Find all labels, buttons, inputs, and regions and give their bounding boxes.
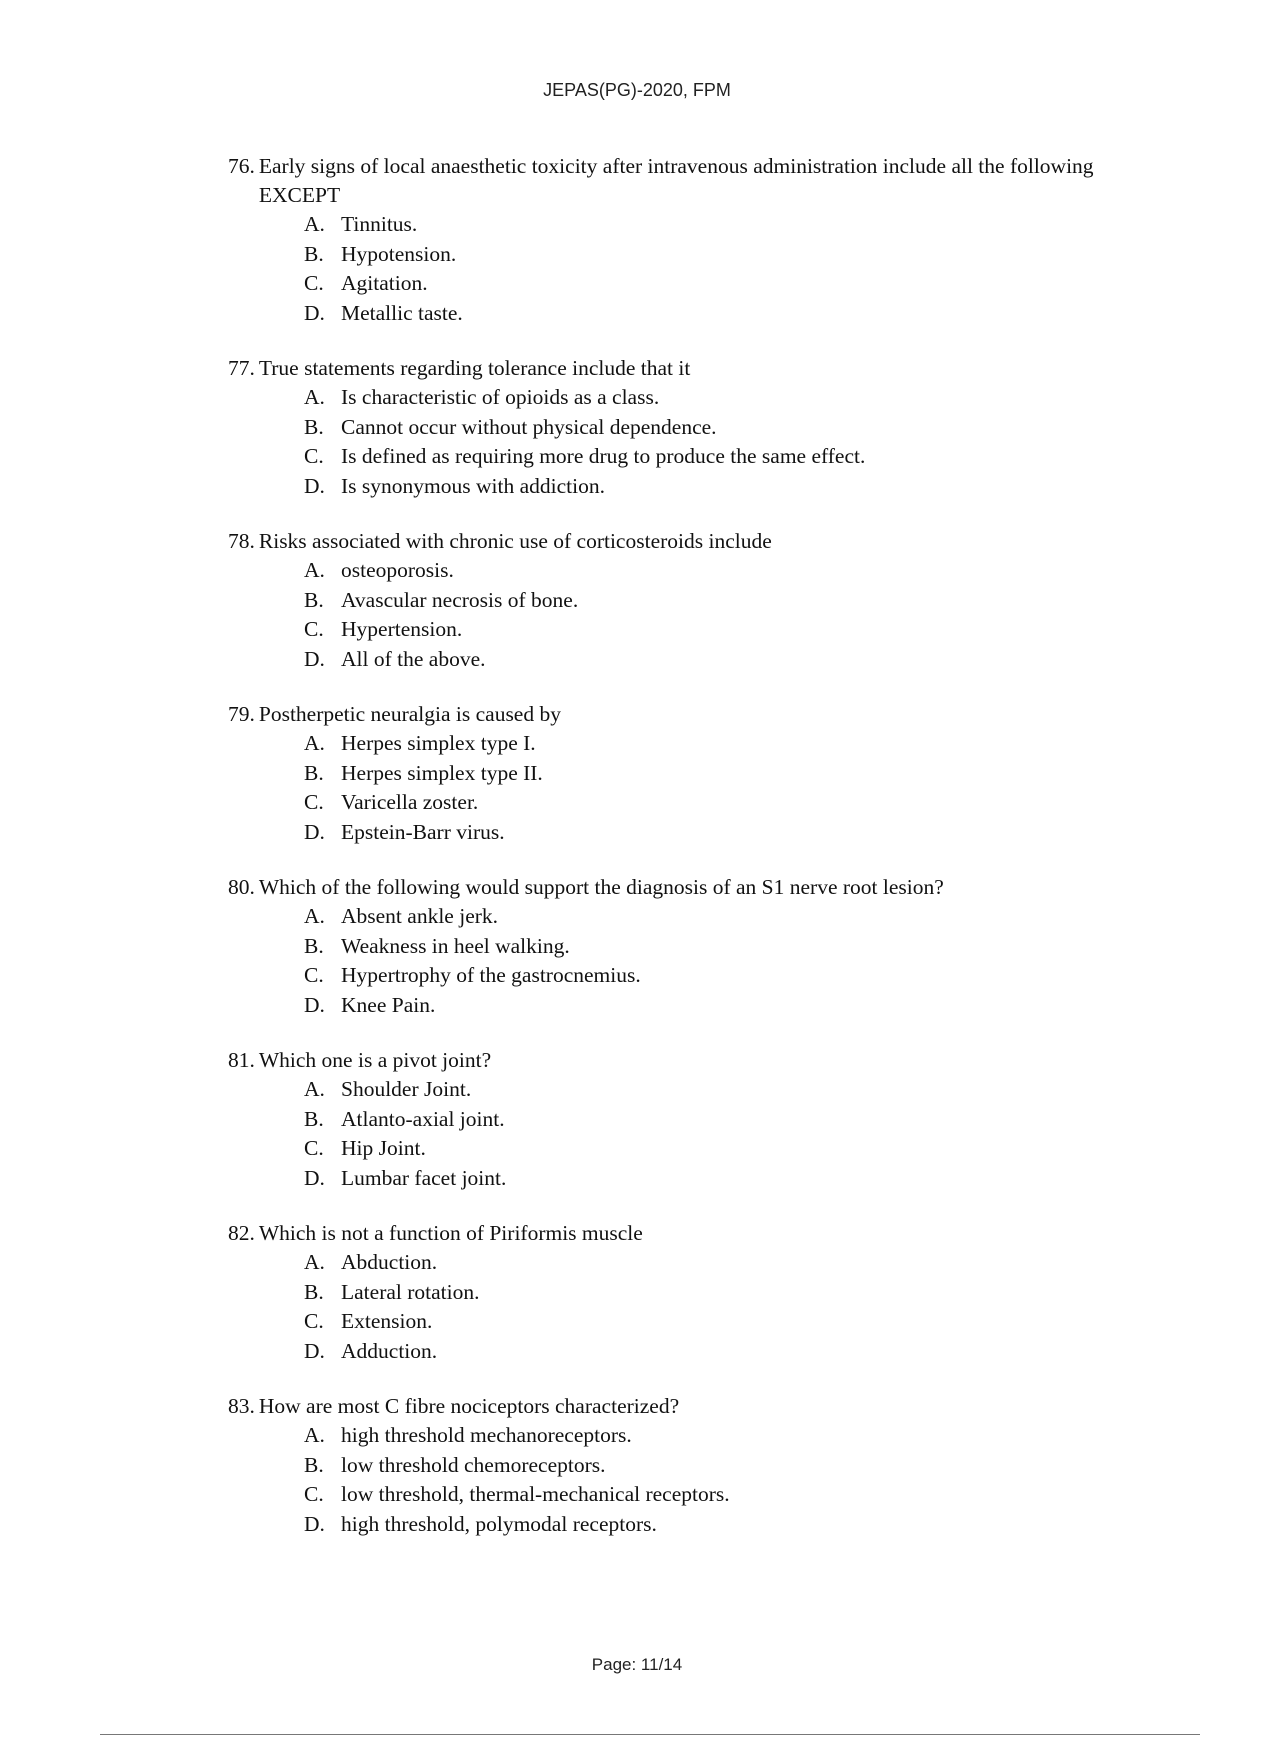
option-text: Herpes simplex type II. (341, 760, 543, 785)
page-header: JEPAS(PG)-2020, FPM (543, 80, 731, 100)
option-letter: A. (304, 212, 325, 236)
option-text: low threshold chemoreceptors. (341, 1452, 606, 1477)
option-d (228, 1164, 1128, 1194)
option-text: Absent ankle jerk. (341, 904, 499, 928)
option-text: Cannot occur without physical dependence. (341, 414, 717, 439)
option-list (228, 383, 1128, 501)
question-text: Risks associated with chronic use of corticosteroids include (258, 529, 772, 553)
option-letter: D. (304, 819, 325, 844)
option-letter: B. (304, 1106, 324, 1131)
question-76 (228, 152, 1128, 328)
option-d (228, 1510, 1128, 1540)
option-letter: B. (304, 241, 324, 266)
question-text: Early signs of local anaesthetic toxicity after intravenous administration include all the following EXCEPT (258, 154, 1094, 207)
option-b (228, 932, 1128, 962)
question-77 (228, 354, 1128, 501)
option-b (228, 586, 1128, 616)
option-a (228, 556, 1128, 586)
question-text: True statements regarding tolerance include that it (258, 356, 691, 380)
footer-divider (100, 1734, 1200, 1735)
option-a (228, 383, 1128, 413)
page-number: Page: 11/14 (591, 1655, 683, 1674)
option-text: high threshold, polymodal receptors. (341, 1511, 657, 1536)
option-a (228, 1248, 1128, 1278)
option-d (228, 1337, 1128, 1367)
option-c (228, 1134, 1128, 1164)
option-letter: C. (304, 790, 324, 814)
option-text: All of the above. (341, 646, 486, 671)
option-a (228, 1075, 1128, 1105)
option-d (228, 299, 1128, 329)
option-letter: C. (304, 1309, 324, 1333)
question-80 (228, 873, 1128, 1020)
option-d (228, 991, 1128, 1021)
option-d (228, 818, 1128, 848)
option-text: Lumbar facet joint. (341, 1165, 507, 1190)
option-c (228, 1307, 1128, 1337)
option-text: Atlanto-axial joint. (341, 1106, 505, 1131)
option-text: Weakness in heel walking. (341, 933, 570, 958)
option-letter: D. (304, 1511, 325, 1536)
option-letter: B. (304, 414, 324, 439)
option-letter: D. (304, 300, 325, 325)
question-81 (228, 1046, 1128, 1193)
question-text: Postherpetic neuralgia is caused by (258, 702, 561, 726)
option-letter: D. (304, 1165, 325, 1190)
question-stem (228, 354, 1128, 383)
question-number: 80. (228, 875, 255, 899)
option-a (228, 1421, 1128, 1451)
option-list (228, 729, 1128, 847)
option-b (228, 240, 1128, 270)
question-number: 78. (228, 529, 255, 553)
option-letter: C. (304, 1482, 324, 1506)
option-text: Knee Pain. (341, 992, 436, 1017)
option-letter: D. (304, 473, 325, 498)
option-a (228, 210, 1128, 240)
option-list (228, 210, 1128, 328)
option-b (228, 759, 1128, 789)
question-79 (228, 700, 1128, 847)
option-c (228, 442, 1128, 472)
question-number: 83. (228, 1394, 255, 1418)
option-text: Hypotension. (341, 241, 457, 266)
option-letter: B. (304, 933, 324, 958)
option-d (228, 645, 1128, 675)
option-list (228, 556, 1128, 674)
question-stem (228, 873, 1128, 902)
question-list (228, 152, 1128, 1565)
option-text: low threshold, thermal-mechanical receptors. (341, 1482, 730, 1506)
option-letter: D. (304, 1338, 325, 1363)
option-c (228, 961, 1128, 991)
option-letter: C. (304, 271, 324, 295)
option-c (228, 269, 1128, 299)
option-letter: B. (304, 760, 324, 785)
option-list (228, 1075, 1128, 1193)
option-text: Varicella zoster. (341, 790, 479, 814)
option-text: Herpes simplex type I. (341, 731, 536, 755)
option-text: Agitation. (341, 271, 428, 295)
option-text: Hypertrophy of the gastrocnemius. (341, 963, 641, 987)
option-letter: C. (304, 617, 324, 641)
option-d (228, 472, 1128, 502)
option-text: Abduction. (341, 1250, 438, 1274)
option-letter: A. (304, 1250, 325, 1274)
option-letter: C. (304, 1136, 324, 1160)
question-stem (228, 152, 1128, 210)
option-b (228, 1278, 1128, 1308)
option-text: Hypertension. (341, 617, 463, 641)
option-a (228, 902, 1128, 932)
question-stem (228, 1046, 1128, 1075)
option-b (228, 1105, 1128, 1135)
option-letter: A. (304, 1077, 325, 1101)
option-letter: A. (304, 385, 325, 409)
option-text: Is defined as requiring more drug to produce the same effect. (341, 444, 866, 468)
option-text: Is synonymous with addiction. (341, 473, 605, 498)
option-letter: A. (304, 1423, 325, 1447)
question-number: 76. (228, 154, 255, 178)
option-text: osteoporosis. (341, 558, 454, 582)
question-78 (228, 527, 1128, 674)
question-stem (228, 1219, 1128, 1248)
option-c (228, 1480, 1128, 1510)
question-text: Which of the following would support the diagnosis of an S1 nerve root lesion? (258, 875, 944, 899)
option-letter: A. (304, 904, 325, 928)
question-stem (228, 527, 1128, 556)
option-text: Lateral rotation. (341, 1279, 480, 1304)
option-text: high threshold mechanoreceptors. (341, 1423, 632, 1447)
option-letter: B. (304, 587, 324, 612)
question-stem (228, 1392, 1128, 1421)
option-a (228, 729, 1128, 759)
option-letter: C. (304, 444, 324, 468)
option-letter: D. (304, 992, 325, 1017)
option-list (228, 1421, 1128, 1539)
question-number: 81. (228, 1048, 255, 1072)
option-list (228, 902, 1128, 1020)
option-b (228, 413, 1128, 443)
question-text: Which one is a pivot joint? (258, 1048, 492, 1072)
option-text: Tinnitus. (341, 212, 418, 236)
option-letter: B. (304, 1452, 324, 1477)
option-text: Epstein-Barr virus. (341, 819, 505, 844)
option-c (228, 615, 1128, 645)
option-letter: C. (304, 963, 324, 987)
option-text: Extension. (341, 1309, 433, 1333)
option-b (228, 1451, 1128, 1481)
option-text: Shoulder Joint. (341, 1077, 472, 1101)
option-letter: A. (304, 558, 325, 582)
option-text: Adduction. (341, 1338, 438, 1363)
option-letter: B. (304, 1279, 324, 1304)
option-letter: A. (304, 731, 325, 755)
question-number: 77. (228, 356, 255, 380)
question-83 (228, 1392, 1128, 1539)
question-82 (228, 1219, 1128, 1366)
question-number: 79. (228, 702, 255, 726)
question-stem (228, 700, 1128, 729)
option-text: Avascular necrosis of bone. (341, 587, 579, 612)
option-c (228, 788, 1128, 818)
option-text: Hip Joint. (341, 1136, 426, 1160)
option-text: Is characteristic of opioids as a class. (341, 385, 660, 409)
question-text: Which is not a function of Piriformis muscle (258, 1221, 643, 1245)
question-number: 82. (228, 1221, 255, 1245)
option-text: Metallic taste. (341, 300, 463, 325)
question-text: How are most C fibre nociceptors characterized? (258, 1394, 680, 1418)
option-letter: D. (304, 646, 325, 671)
option-list (228, 1248, 1128, 1366)
